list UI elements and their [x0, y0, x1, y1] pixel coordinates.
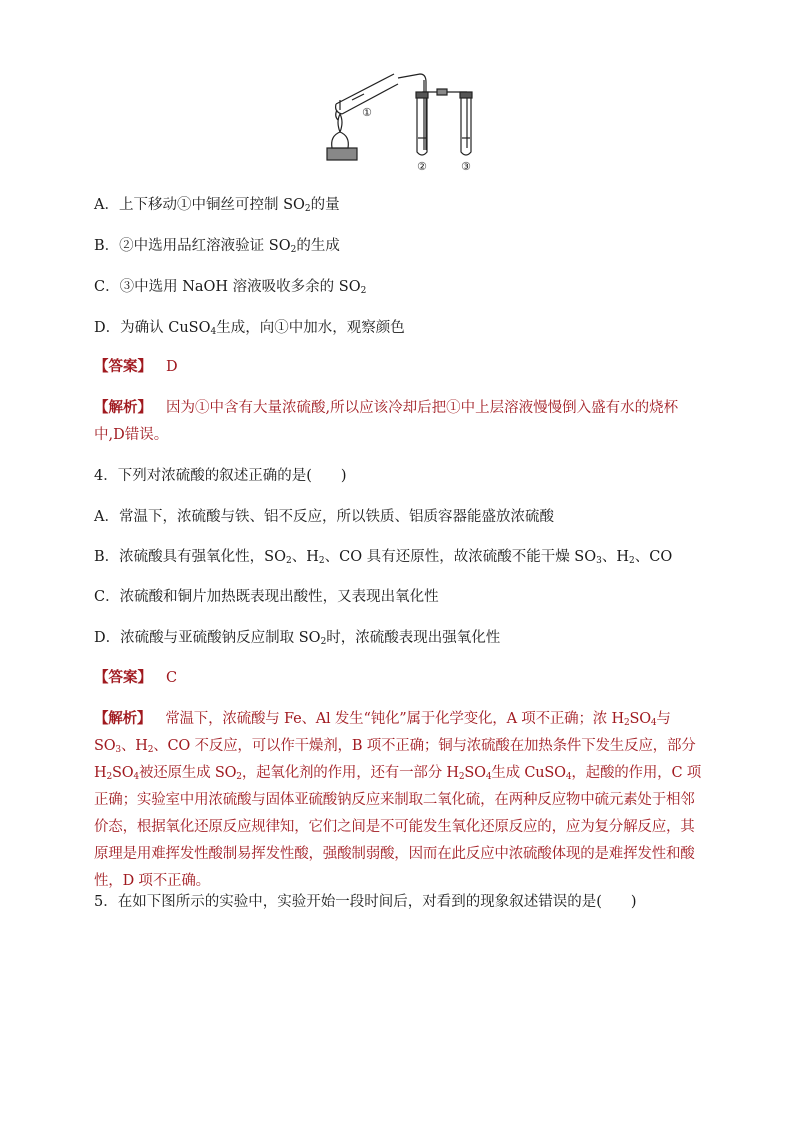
- heater-base: [327, 148, 357, 160]
- q4-option-c: C．浓硫酸和铜片加热既表现出酸性，又表现出氧化性: [94, 589, 439, 605]
- q3-option-d: D．为确认 CuSO$_4$生成，向①中加水，观察颜色: [94, 320, 405, 337]
- label-2: ②: [417, 160, 427, 173]
- q4-analysis: 【解析】 常温下，浓硫酸与 Fe、Al 发生“钝化”属于化学变化，A 项不正确；浓 $H_2SO_4$与 $SO_3$、$H_2$、CO 不反应，可以作干燥剂，B 项不正确；铜与浓硫酸在加热条件下发生反应，部分 $H_2SO_4$被还原生成 $SO_2$，起氧化剂的作用，还有一部分 $H_2SO_4$生成 CuSO$_4$，起酸的作用，C 项正确；实验室中用浓硫酸与固体亚硫酸钠反应来制取二氧化硫，在两种反应物中硫元素处于相邻价态，根据氧化还原反应规律知，它们之间是不可能发生氧化还原反应的，应为复分解反应，其原理是用难挥发性酸制易挥发性酸，强酸制弱酸，因而在此反应中浓硫酸体现的是难挥发性和酸性，D 项不正确。: [94, 710, 702, 889]
- q3-option-c: C．③中选用 NaOH 溶液吸收多余的 $SO_2$: [94, 279, 367, 296]
- test-tube-3: [460, 92, 472, 155]
- q5-stem: 5．在如下图所示的实验中，实验开始一段时间后，对看到的现象叙述错误的是( ): [94, 894, 637, 910]
- q3-analysis: 【解析】 因为①中含有大量浓硫酸,所以应该冷却后把①中上层溶液慢慢倒入盛有水的烧杯中,D错误。: [94, 399, 679, 443]
- label-3: ③: [461, 160, 471, 173]
- q4-answer: 【答案】 C: [94, 669, 178, 686]
- apparatus-figure: [322, 70, 502, 176]
- alcohol-lamp: [332, 132, 349, 148]
- q4-option-a: A．常温下，浓硫酸与铁、铝不反应，所以铁质、铝质容器能盛放浓硫酸: [94, 509, 554, 525]
- q3-option-a: A．上下移动①中铜丝可控制 $SO_2$的量: [94, 197, 340, 214]
- label-1: ①: [362, 106, 372, 119]
- q3-answer: 【答案】 D: [94, 358, 178, 375]
- q4-stem: 4．下列对浓硫酸的叙述正确的是( ): [94, 468, 347, 484]
- q4-option-d: D．浓硫酸与亚硫酸钠反应制取 $SO_2$时，浓硫酸表现出强氧化性: [94, 630, 501, 647]
- q4-option-b: B．浓硫酸具有强氧化性，$SO_2$、$H_2$、CO 具有还原性，故浓硫酸不能干燥 $SO_3$、$H_2$、CO: [94, 549, 673, 566]
- q3-option-b: B．②中选用品红溶液验证 $SO_2$的生成: [94, 238, 340, 255]
